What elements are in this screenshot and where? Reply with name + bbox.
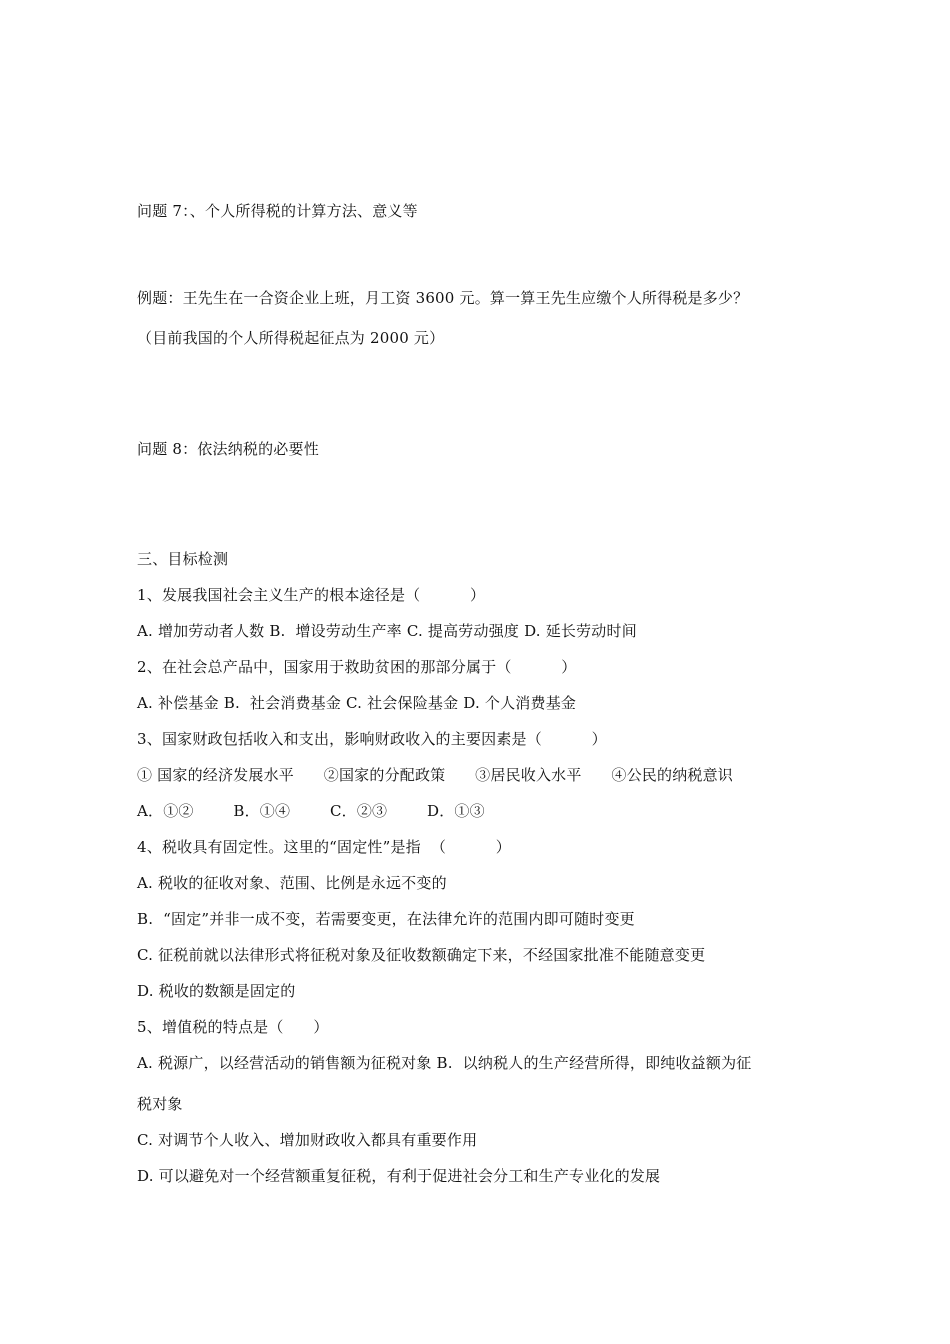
- section-3-title: 三、目标检测: [137, 550, 229, 568]
- q5-option-ab-line-2: 税对象: [137, 1095, 183, 1113]
- q3-stem: 3、国家财政包括收入和支出，影响财政收入的主要因素是（ ）: [137, 730, 607, 748]
- q5-option-c: C. 对调节个人收入、增加财政收入都具有重要作用: [137, 1131, 478, 1149]
- q4-option-b: B. “固定”并非一成不变，若需要变更，在法律允许的范围内即可随时变更: [137, 910, 635, 928]
- question-8-heading: 问题 8：依法纳税的必要性: [137, 440, 319, 458]
- q4-option-d: D. 税收的数额是固定的: [137, 982, 296, 1000]
- q2-stem: 2、在社会总产品中，国家用于救助贫困的那部分属于（ ）: [137, 658, 577, 676]
- q4-option-a: A. 税收的征收对象、范围、比例是永远不变的: [137, 874, 447, 892]
- q5-option-d: D. 可以避免对一个经营额重复征税，有利于促进社会分工和生产专业化的发展: [137, 1167, 661, 1185]
- example-line-1: 例题：王先生在一合资企业上班，月工资 3600 元。算一算王先生应缴个人所得税是多少？: [137, 289, 749, 307]
- q1-options: A. 增加劳动者人数 B. 增设劳动生产率 C. 提高劳动强度 D. 延长劳动时间: [137, 622, 637, 640]
- q1-stem: 1、发展我国社会主义生产的根本途径是（ ）: [137, 586, 486, 604]
- q5-stem: 5、增值税的特点是（ ）: [137, 1018, 329, 1036]
- question-7-heading: 问题 7：、个人所得税的计算方法、意义等: [137, 202, 418, 220]
- q4-stem: 4、税收具有固定性。这里的“固定性”是指 （ ）: [137, 838, 511, 856]
- q5-option-ab-line-1: A. 税源广，以经营活动的销售额为征税对象 B. 以纳税人的生产经营所得，即纯收益额为征: [137, 1054, 752, 1072]
- example-line-2: （目前我国的个人所得税起征点为 2000 元）: [137, 329, 445, 347]
- q4-option-c: C. 征税前就以法律形式将征税对象及征收数额确定下来，不经国家批准不能随意变更: [137, 946, 706, 964]
- q2-options: A. 补偿基金 B. 社会消费基金 C. 社会保险基金 D. 个人消费基金: [137, 694, 577, 712]
- q3-factors: ① 国家的经济发展水平 ②国家的分配政策 ③居民收入水平 ④公民的纳税意识: [137, 766, 733, 784]
- q3-options: A．①② B．①④ C．②③ D．①③: [137, 802, 485, 820]
